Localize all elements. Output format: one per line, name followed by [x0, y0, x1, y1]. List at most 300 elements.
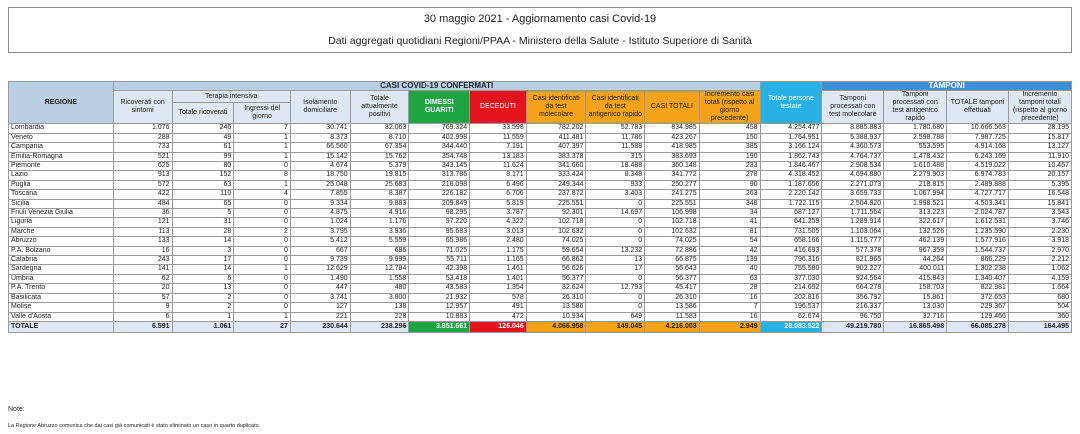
table-cell: 377.030	[760, 274, 822, 283]
table-cell: 2.212	[1008, 256, 1071, 265]
table-cell: 680	[1008, 293, 1071, 302]
table-cell: 4.764.737	[822, 152, 884, 161]
table-cell: 5.412	[290, 237, 350, 246]
table-row	[9, 218, 1072, 227]
table-cell: 11.624	[470, 162, 527, 171]
table-cell: 66.875	[645, 256, 700, 265]
table-cell: 418.985	[645, 143, 700, 152]
table-cell: 92.301	[526, 209, 586, 218]
table-cell: 61	[172, 143, 234, 152]
table-cell: 866.229	[947, 256, 1009, 265]
table-cell: 1.076	[113, 124, 172, 133]
col-regione: REGIONE	[9, 82, 114, 124]
table-cell: 1.165	[470, 256, 527, 265]
table-cell: 74.025	[526, 237, 586, 246]
table-cell: 21.932	[409, 293, 470, 302]
table-row	[9, 256, 1072, 265]
table-cell: 218.098	[409, 180, 470, 189]
table-cell: 241.275	[645, 190, 700, 199]
table-cell: 110	[172, 190, 234, 199]
table-cell: 1	[234, 143, 291, 152]
table-cell: 15.817	[1008, 133, 1071, 142]
table-cell: 1	[234, 312, 291, 321]
table-cell: 577.378	[822, 246, 884, 255]
table-cell: 14	[172, 265, 234, 274]
col-positivi: Totale attualmente positivi	[350, 91, 409, 124]
table-cell: 2.271.073	[822, 180, 884, 189]
table-cell: 1.711.564	[822, 209, 884, 218]
table-cell: 226.182	[409, 190, 470, 199]
table-cell: 40	[699, 265, 760, 274]
notes-title: Note:	[8, 406, 25, 413]
table-cell: 9.883	[350, 199, 409, 208]
table-cell: 4.916	[350, 209, 409, 218]
table-cell: 1.478.432	[884, 152, 947, 161]
table-cell: 28.083.522	[760, 321, 822, 332]
table-cell: 1.175	[470, 246, 527, 255]
table-cell: 0	[586, 293, 645, 302]
table-cell: 102.632	[645, 227, 700, 236]
table-cell: 98.295	[409, 209, 470, 218]
region-name: TOTALE	[9, 321, 114, 332]
table-cell: 1.401	[470, 274, 527, 283]
table-cell: 4.066.958	[526, 321, 586, 332]
table-cell: 9.334	[290, 199, 350, 208]
table-cell: 26.310	[645, 293, 700, 302]
table-cell: 1.490	[290, 274, 350, 283]
table-cell: 2.949	[699, 321, 760, 332]
table-cell: 80	[172, 162, 234, 171]
table-cell: 13.232	[586, 246, 645, 255]
table-cell: 1.577.916	[947, 237, 1009, 246]
table-cell: 2.598.788	[884, 133, 947, 142]
table-cell: 32.624	[526, 284, 586, 293]
region-name: Calabria	[9, 256, 114, 265]
table-cell: 5.395	[1008, 180, 1071, 189]
table-cell: 139	[699, 256, 760, 265]
table-cell: 27	[234, 321, 291, 332]
table-cell: 4.360.573	[822, 143, 884, 152]
table-cell: 415.843	[884, 274, 947, 283]
table-cell: 755.580	[760, 265, 822, 274]
table-cell: 102.632	[526, 227, 586, 236]
table-cell: 3.403	[586, 190, 645, 199]
table-cell: 132.526	[884, 227, 947, 236]
table-body	[9, 124, 1072, 333]
table-cell: 127	[290, 303, 350, 312]
table-cell: 16	[699, 293, 760, 302]
table-cell: 1.062	[1008, 265, 1071, 274]
table-cell: 12.793	[586, 284, 645, 293]
table-cell: 221	[290, 312, 350, 321]
table-cell: 2.480	[470, 237, 527, 246]
table-cell: 113	[113, 227, 172, 236]
col-tamponi-antigenico: Tamponi processati con test antigenico rapido	[884, 91, 947, 124]
table-cell: 16	[113, 246, 172, 255]
table-cell: 8	[234, 171, 291, 180]
table-cell: 66.560	[290, 143, 350, 152]
table-cell: 263	[699, 190, 760, 199]
table-cell: 8.885.883	[822, 124, 884, 133]
table-cell: 42.398	[409, 265, 470, 274]
table-cell: 8.387	[350, 190, 409, 199]
table-cell: 0	[234, 256, 291, 265]
table-cell: 480	[350, 284, 409, 293]
region-name: Umbria	[9, 274, 114, 283]
table-cell: 97.220	[409, 218, 470, 227]
table-cell: 2	[172, 293, 234, 302]
table-row	[9, 312, 1072, 321]
table-cell: 15.861	[884, 293, 947, 302]
notes-text: La Regione Abruzzo comunica che dai casi già comunicati è stato eliminato un caso in quarto duplicato.	[8, 423, 261, 429]
table-cell: 834.985	[645, 124, 700, 133]
table-cell: 7.855	[290, 190, 350, 199]
table-cell: 121	[113, 218, 172, 227]
table-cell: 1	[234, 180, 291, 189]
table-cell: 504	[1008, 303, 1071, 312]
table-cell: 14.697	[586, 209, 645, 218]
table-cell: 15.841	[1008, 199, 1071, 208]
table-cell: 81	[699, 227, 760, 236]
table-cell: 348	[699, 199, 760, 208]
table-cell: 1.302.238	[947, 265, 1009, 274]
table-cell: 913	[113, 171, 172, 180]
col-ingressi: Ingressi del giorno	[234, 103, 291, 124]
table-cell: 664.278	[822, 284, 884, 293]
table-cell: 59.654	[526, 246, 586, 255]
table-cell: 0	[234, 199, 291, 208]
table-cell: 54	[699, 237, 760, 246]
col-terapia-intensiva: Terapia intensiva	[172, 91, 290, 103]
table-cell: 407.397	[526, 143, 586, 152]
table-cell: 3	[172, 246, 234, 255]
table-cell: 1.998.521	[884, 199, 947, 208]
table-cell: 472	[470, 312, 527, 321]
table-cell: 372.653	[947, 293, 1009, 302]
table-cell: 18.750	[290, 171, 350, 180]
table-cell: 4.519.022	[947, 162, 1009, 171]
table-cell: 90	[699, 180, 760, 189]
table-cell: 8.171	[470, 171, 527, 180]
table-cell: 25.683	[350, 180, 409, 189]
table-cell: 5.388.937	[822, 133, 884, 142]
table-cell: 416.693	[760, 246, 822, 255]
table-cell: 2.024.787	[947, 209, 1009, 218]
table-cell: 667	[290, 246, 350, 255]
table-cell: 6	[113, 312, 172, 321]
table-cell: 458	[699, 124, 760, 133]
table-cell: 8.710	[350, 133, 409, 142]
table-row	[9, 143, 1072, 152]
table-cell: 400.011	[884, 265, 947, 274]
region-name: Puglia	[9, 180, 114, 189]
table-cell: 2.279.903	[884, 171, 947, 180]
title-box	[8, 7, 1072, 53]
table-cell: 7.987.725	[947, 133, 1009, 142]
table-cell: 67.354	[350, 143, 409, 152]
table-cell: 99	[172, 152, 234, 161]
table-cell: 6.974.783	[947, 171, 1009, 180]
table-cell: 4.914.168	[947, 143, 1009, 152]
table-cell: 11.910	[1008, 152, 1071, 161]
table-row	[9, 227, 1072, 236]
col-tamponi-totale: TOTALE tamponi effettuati	[947, 91, 1009, 124]
table-cell: 11.588	[586, 143, 645, 152]
table-row	[9, 190, 1072, 199]
col-deceduti: DECEDUTI	[470, 91, 527, 124]
table-cell: 1.610.488	[884, 162, 947, 171]
region-name: Marche	[9, 227, 114, 236]
table-cell: 1.544.737	[947, 246, 1009, 255]
region-name: Veneto	[9, 133, 114, 142]
table-cell: 53.418	[409, 274, 470, 283]
table-cell: 278	[699, 171, 760, 180]
table-cell: 28	[172, 227, 234, 236]
table-cell: 4	[234, 190, 291, 199]
table-cell: 17	[586, 265, 645, 274]
region-name: Molise	[9, 303, 114, 312]
table-cell: 356.792	[822, 293, 884, 302]
table-cell: 13.127	[1008, 143, 1071, 152]
table-cell: 141	[113, 265, 172, 274]
region-name: P.A. Bolzano	[9, 246, 114, 255]
table-cell: 102.718	[645, 218, 700, 227]
region-name: Sardegna	[9, 265, 114, 274]
table-cell: 385	[699, 143, 760, 152]
table-cell: 16	[699, 312, 760, 321]
table-cell: 10.666.563	[947, 124, 1009, 133]
table-cell: 5.379	[350, 162, 409, 171]
table-cell: 16.865.498	[884, 321, 947, 332]
table-cell: 4.216.003	[645, 321, 700, 332]
region-name: Piemonte	[9, 162, 114, 171]
table-cell: 3.795	[290, 227, 350, 236]
col-tamponi-molecolare: Tamponi processati con test molecolare	[822, 91, 884, 124]
table-cell: 2.908.534	[822, 162, 884, 171]
table-row	[9, 293, 1072, 302]
table-row	[9, 274, 1072, 283]
table-cell: 8.348	[586, 171, 645, 180]
table-cell: 2.220.142	[760, 190, 822, 199]
table-cell: 1.235.590	[947, 227, 1009, 236]
table-cell: 1.862.743	[760, 152, 822, 161]
table-cell: 7.191	[470, 143, 527, 152]
table-cell: 1.176	[350, 218, 409, 227]
table-cell: 19.815	[350, 171, 409, 180]
table-cell: 72.886	[645, 246, 700, 255]
table-cell: 769.324	[409, 124, 470, 133]
table-cell: 383.378	[526, 152, 586, 161]
table-cell: 31	[172, 218, 234, 227]
table-cell: 3.851.661	[409, 321, 470, 332]
table-cell: 341.660	[526, 162, 586, 171]
table-cell: 62	[113, 274, 172, 283]
table-cell: 6	[172, 274, 234, 283]
table-cell: 625	[113, 162, 172, 171]
table-cell: 0	[586, 274, 645, 283]
table-cell: 2.504.820	[822, 199, 884, 208]
table-row	[9, 303, 1072, 312]
table-cell: 360.148	[645, 162, 700, 171]
table-cell: 96.750	[822, 312, 884, 321]
table-cell: 8.373	[290, 133, 350, 142]
table-cell: 4.322	[470, 218, 527, 227]
table-cell: 0	[586, 303, 645, 312]
table-cell: 322.617	[884, 218, 947, 227]
region-name: Toscana	[9, 190, 114, 199]
region-name: Valle d'Aosta	[9, 312, 114, 321]
table-cell: 0	[586, 218, 645, 227]
table-cell: 422	[113, 190, 172, 199]
table-cell: 1	[234, 265, 291, 274]
table-cell: 126.046	[470, 321, 527, 332]
table-cell: 62.674	[760, 312, 822, 321]
table-cell: 733	[113, 143, 172, 152]
table-cell: 924.564	[822, 274, 884, 283]
table-cell: 4.727.717	[947, 190, 1009, 199]
table-cell: 10.883	[409, 312, 470, 321]
table-cell: 902.227	[822, 265, 884, 274]
table-cell: 3.013	[470, 227, 527, 236]
table-cell: 1	[172, 312, 234, 321]
col-tamponi-incremento: Incremento tamponi totali (rispetto al giorno precedente)	[1008, 91, 1071, 124]
table-cell: 0	[586, 227, 645, 236]
table-cell: 333.424	[526, 171, 586, 180]
table-cell: 0	[234, 246, 291, 255]
table-cell: 0	[234, 303, 291, 312]
table-cell: 0	[234, 237, 291, 246]
table-cell: 821.965	[822, 256, 884, 265]
table-row	[9, 284, 1072, 293]
table-cell: 9	[113, 303, 172, 312]
table-cell: 4.674	[290, 162, 350, 171]
table-cell: 0	[234, 162, 291, 171]
table-cell: 196.537	[760, 303, 822, 312]
report-title: 30 maggio 2021 - Aggiornamento casi Covid-19	[423, 13, 657, 25]
table-cell: 3.918	[1008, 237, 1071, 246]
table-cell: 249.344	[526, 180, 586, 189]
table-cell: 129.466	[947, 312, 1009, 321]
region-name: Emilia-Romagna	[9, 152, 114, 161]
table-cell: 288	[113, 133, 172, 142]
table-cell: 4.694.880	[822, 171, 884, 180]
table-cell: 12.784	[350, 265, 409, 274]
table-cell: 313.223	[884, 209, 947, 218]
table-cell: 9.999	[350, 256, 409, 265]
table-cell: 2	[234, 227, 291, 236]
col-isolamento: Isolamento domiciliare	[290, 91, 350, 124]
table-cell: 411.481	[526, 133, 586, 142]
table-cell: 572	[113, 180, 172, 189]
table-cell: 57	[113, 293, 172, 302]
table-cell: 56.377	[526, 274, 586, 283]
table-cell: 243	[113, 256, 172, 265]
table-cell: 1.024	[290, 218, 350, 227]
table-cell: 447	[290, 284, 350, 293]
table-cell: 649	[586, 312, 645, 321]
table-cell: 1.354	[470, 284, 527, 293]
table-row	[9, 237, 1072, 246]
table-cell: 149.045	[586, 321, 645, 332]
table-cell: 641.259	[760, 218, 822, 227]
table-cell: 3.800	[350, 293, 409, 302]
col-antigenico: Casi identificati da test antigenico rapido	[586, 91, 645, 124]
region-name: Abruzzo	[9, 237, 114, 246]
table-cell: 32.063	[350, 124, 409, 133]
table-cell: 10.934	[526, 312, 586, 321]
table-cell: 34	[699, 209, 760, 218]
table-cell: 6.591	[113, 321, 172, 332]
table-cell: 49	[172, 133, 234, 142]
table-cell: 237.872	[526, 190, 586, 199]
table-cell: 202.816	[760, 293, 822, 302]
table-cell: 383.693	[645, 152, 700, 161]
table-cell: 1.722.115	[760, 199, 822, 208]
table-cell: 95.683	[409, 227, 470, 236]
table-cell: 13.030	[884, 303, 947, 312]
table-cell: 3.659.733	[822, 190, 884, 199]
region-name: Campania	[9, 143, 114, 152]
region-name: Sicilia	[9, 199, 114, 208]
table-cell: 250.277	[645, 180, 700, 189]
table-cell: 2	[172, 303, 234, 312]
table-cell: 341.772	[645, 171, 700, 180]
table-cell: 3.543	[1008, 209, 1071, 218]
table-cell: 17	[172, 256, 234, 265]
region-name: P.A. Trento	[9, 284, 114, 293]
table-cell: 106.998	[645, 209, 700, 218]
table-cell: 491	[470, 303, 527, 312]
table-cell: 1.664	[1008, 284, 1071, 293]
table-row	[9, 152, 1072, 161]
table-cell: 402.998	[409, 133, 470, 142]
table-cell: 933	[586, 180, 645, 189]
table-cell: 229.367	[947, 303, 1009, 312]
table-cell: 228	[350, 312, 409, 321]
table-cell: 11.559	[470, 133, 527, 142]
table-cell: 32.716	[884, 312, 947, 321]
region-name: Liguria	[9, 218, 114, 227]
table-cell: 423.267	[645, 133, 700, 142]
table-cell: 3.746	[1008, 218, 1071, 227]
table-cell: 164.495	[1008, 321, 1071, 332]
covid-table	[8, 81, 1072, 333]
col-ricoverati: Ricoverati con sintomi	[113, 91, 172, 124]
table-cell: 18.488	[586, 162, 645, 171]
table-cell: 462.139	[884, 237, 947, 246]
report-subtitle: Dati aggregati quotidiani Regioni/PPAA - Ministero della Salute - Istituto Superiore di Sanità	[328, 35, 752, 47]
total-row	[9, 321, 1072, 332]
table-cell: 52.783	[586, 124, 645, 133]
table-cell: 1.115.777	[822, 237, 884, 246]
table-cell: 687.127	[760, 209, 822, 218]
table-row	[9, 199, 1072, 208]
table-row	[9, 124, 1072, 133]
table-cell: 5.819	[470, 199, 527, 208]
table-cell: 11.786	[586, 133, 645, 142]
table-cell: 822.981	[947, 284, 1009, 293]
table-cell: 10.457	[1008, 162, 1071, 171]
table-cell: 1.846.467	[760, 162, 822, 171]
table-cell: 209.849	[409, 199, 470, 208]
table-cell: 233	[699, 162, 760, 171]
table-cell: 13.183	[470, 152, 527, 161]
table-cell: 578	[470, 293, 527, 302]
table-cell: 63	[699, 274, 760, 283]
table-cell: 0	[586, 199, 645, 208]
table-cell: 2.970	[1008, 246, 1071, 255]
table-cell: 152	[172, 171, 234, 180]
